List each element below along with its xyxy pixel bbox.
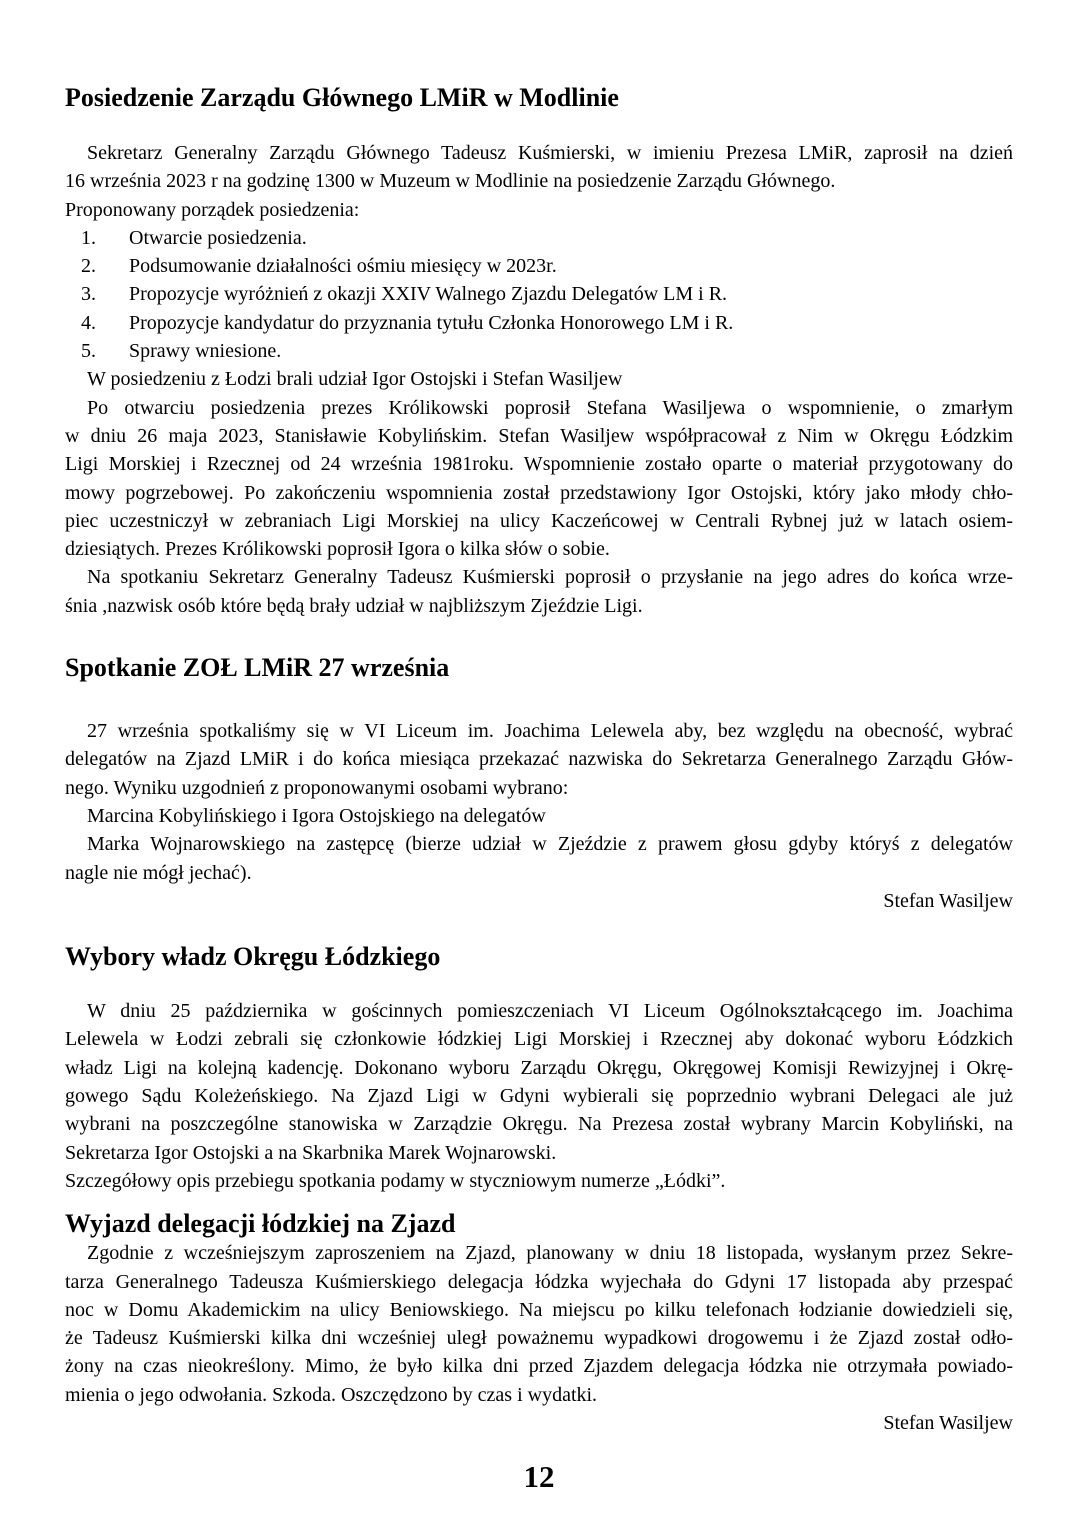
document-body xyxy=(65,83,1013,1437)
agenda-list xyxy=(65,224,1013,365)
paragraph xyxy=(65,997,1013,1167)
paragraph-line: Proponowany porządek posiedzenia: xyxy=(65,198,360,221)
paragraph-line: w dniu 26 maja 2023, Stanisławie Kobylińskim. Stefan Wasiljew współpracował z Nim w Okręgu Łódzkim xyxy=(65,424,1013,447)
paragraph-line: Sekretarza Igor Ostojski a na Skarbnika Marek Wojnarowski. xyxy=(65,1141,557,1164)
list-item-text: Podsumowanie działalności ośmiu miesięcy w 2023r. xyxy=(129,255,557,278)
paragraph-line: Szczegółowy opis przebiegu spotkania podamy w styczniowym numerze „Łódki”. xyxy=(65,1169,726,1192)
list-item-number: 4. xyxy=(81,311,96,334)
paragraph xyxy=(65,563,1013,620)
paragraph-line: dziesiątych. Prezes Królikowski poprosił Igora o kilka słów o sobie. xyxy=(65,538,610,561)
paragraph-line: Na spotkaniu Sekretarz Generalny Tadeusz Kuśmierski poprosił o przysłanie na jego adres do końca wrze- xyxy=(87,566,1013,589)
paragraph-line: Lelewela w Łodzi zebrali się członkowie łódzkiej Ligi Morskiej i Rzecznej aby dokonać wyboru Łódzkich xyxy=(65,1028,1013,1051)
section-heading: Wyjazd delegacji łódzkiej na Zjazd xyxy=(65,1209,456,1239)
signature: Stefan Wasiljew xyxy=(883,889,1013,912)
paragraph-line: W dniu 25 października w gościnnych pomieszczeniach VI Liceum Ogólnokształcącego im. Joachima xyxy=(87,1000,1013,1023)
section-4 xyxy=(65,1209,1013,1437)
list-item xyxy=(65,252,1013,280)
paragraph xyxy=(65,139,1013,196)
paragraph-line: W posiedzeniu z Łodzi brali udział Igor Ostojski i Stefan Wasiljew xyxy=(87,368,623,391)
list-item-text: Propozycje wyróżnień z okazji XXIV Walnego Zjazdu Delegatów LM i R. xyxy=(129,283,728,306)
paragraph-line: śnia ,nazwisk osób które będą brały udział w najbliższym Zjeździe Ligi. xyxy=(65,594,643,617)
paragraph-line: nagle nie mógł jechać). xyxy=(65,861,252,884)
paragraph xyxy=(65,717,1013,802)
paragraph xyxy=(65,1239,1013,1409)
list-item-number: 1. xyxy=(81,226,96,249)
list-item-text: Sprawy wniesione. xyxy=(129,340,282,363)
paragraph-line: delegatów na Zjazd LMiR i do końca miesiąca przekazać nazwiska do Sekretarza Generalnego Zarządu Głów- xyxy=(65,748,1013,771)
list-item-text: Otwarcie posiedzenia. xyxy=(129,226,307,249)
list-item-text: Propozycje kandydatur do przyznania tytułu Członka Honorowego LM i R. xyxy=(129,311,734,334)
paragraph-line: Sekretarz Generalny Zarządu Głównego Tadeusz Kuśmierski, w imieniu Prezesa LMiR, zaprosił na dzień xyxy=(87,142,1013,164)
list-item-number: 5. xyxy=(81,340,96,363)
paragraph xyxy=(65,394,1013,564)
list-item xyxy=(65,337,1013,365)
page-number: 12 xyxy=(523,1459,555,1495)
paragraph-line: 16 września 2023 r na godzinę 1300 w Muzeum w Modlinie na posiedzenie Zarządu Głównego. xyxy=(65,170,836,193)
paragraph-line: że Tadeusz Kuśmierski kilka dni wcześniej uległ poważnemu wypadkowi drogowemu i że Zjazd został odło- xyxy=(65,1327,1013,1350)
paragraph-line: nego. Wyniku uzgodnień z proponowanymi osobami wybrano: xyxy=(65,776,569,799)
section-heading: Posiedzenie Zarządu Głównego LMiR w Modlinie xyxy=(65,83,619,112)
section-3 xyxy=(65,942,1013,1195)
paragraph xyxy=(65,802,1013,830)
paragraph xyxy=(65,196,1013,224)
paragraph-line: mienia o jego odwołania. Szkoda. Oszczędzono by czas i wydatki. xyxy=(65,1383,598,1406)
paragraph-line: gowego Sądu Koleżeńskiego. Na Zjazd Ligi w Gdyni wybierali się poprzednio wybrani Delegaci ale już xyxy=(65,1085,1013,1108)
paragraph-line: Zgodnie z wcześniejszym zaproszeniem na Zjazd, planowany w dniu 18 listopada, wysłanym przez Sekre- xyxy=(87,1242,1013,1265)
list-item-number: 2. xyxy=(81,255,96,278)
paragraph-line: Marka Wojnarowskiego na zastępcę (bierze udział w Zjeździe z prawem głosu gdyby któryś z delegatów xyxy=(87,833,1013,856)
paragraph-line: wybrani na poszczególne stanowiska w Zarządzie Okręgu. Na Prezesa został wybrany Marcin Kobyliński, na xyxy=(65,1113,1013,1136)
paragraph-line: noc w Domu Akademickim na ulicy Beniowskiego. Na miejscu po kilku telefonach łodzianie dowiedzieli się, xyxy=(65,1298,1013,1321)
paragraph-line: władz Ligi na kolejną kadencję. Dokonano wyboru Zarządu Okręgu, Okręgowej Komisji Rewizyjnej i Okrę- xyxy=(65,1056,1013,1079)
section-1 xyxy=(65,83,1013,620)
signature: Stefan Wasiljew xyxy=(883,1411,1013,1434)
section-heading: Spotkanie ZOŁ LMiR 27 września xyxy=(65,653,450,683)
list-item xyxy=(65,280,1013,308)
section-2 xyxy=(65,653,1013,915)
paragraph-line: tarza Generalnego Tadeusza Kuśmierskiego delegacja łódzka wyjechała do Gdyni 17 listopada aby przespać xyxy=(65,1270,1013,1293)
paragraph-line: Ligi Morskiej i Rzecznej od 24 września 1981roku. Wspomnienie zostało oparte o materiał przygotowany do xyxy=(65,453,1013,476)
paragraph xyxy=(65,1167,1013,1195)
paragraph-line: Po otwarciu posiedzenia prezes Królikowski poprosił Stefana Wasiljewa o wspomnienie, o zmarłym xyxy=(87,396,1013,419)
list-item xyxy=(65,224,1013,252)
paragraph-line: żony na czas nieokreślony. Mimo, że było kilka dni przed Zjazdem delegacja łódzka nie otrzymała powiado- xyxy=(65,1355,1013,1378)
paragraph-line: mowy pogrzebowej. Po zakończeniu wspomnienia został przedstawiony Igor Ostojski, który jako młody chło- xyxy=(65,481,1013,504)
paragraph xyxy=(65,365,1013,393)
paragraph-line: 27 września spotkaliśmy się w VI Liceum im. Joachima Lelewela aby, bez względu na obecność, wybrać xyxy=(87,720,1013,743)
list-item-number: 3. xyxy=(81,283,96,306)
list-item xyxy=(65,309,1013,337)
paragraph-line: piec uczestniczył w zebraniach Ligi Morskiej na ulicy Kaczeńcowej w Centrali Rybnej już w latach osiem- xyxy=(65,509,1013,532)
paragraph xyxy=(65,830,1013,887)
paragraph-line: Marcina Kobylińskiego i Igora Ostojskiego na delegatów xyxy=(87,804,546,827)
section-heading: Wybory władz Okręgu Łódzkiego xyxy=(65,942,441,972)
